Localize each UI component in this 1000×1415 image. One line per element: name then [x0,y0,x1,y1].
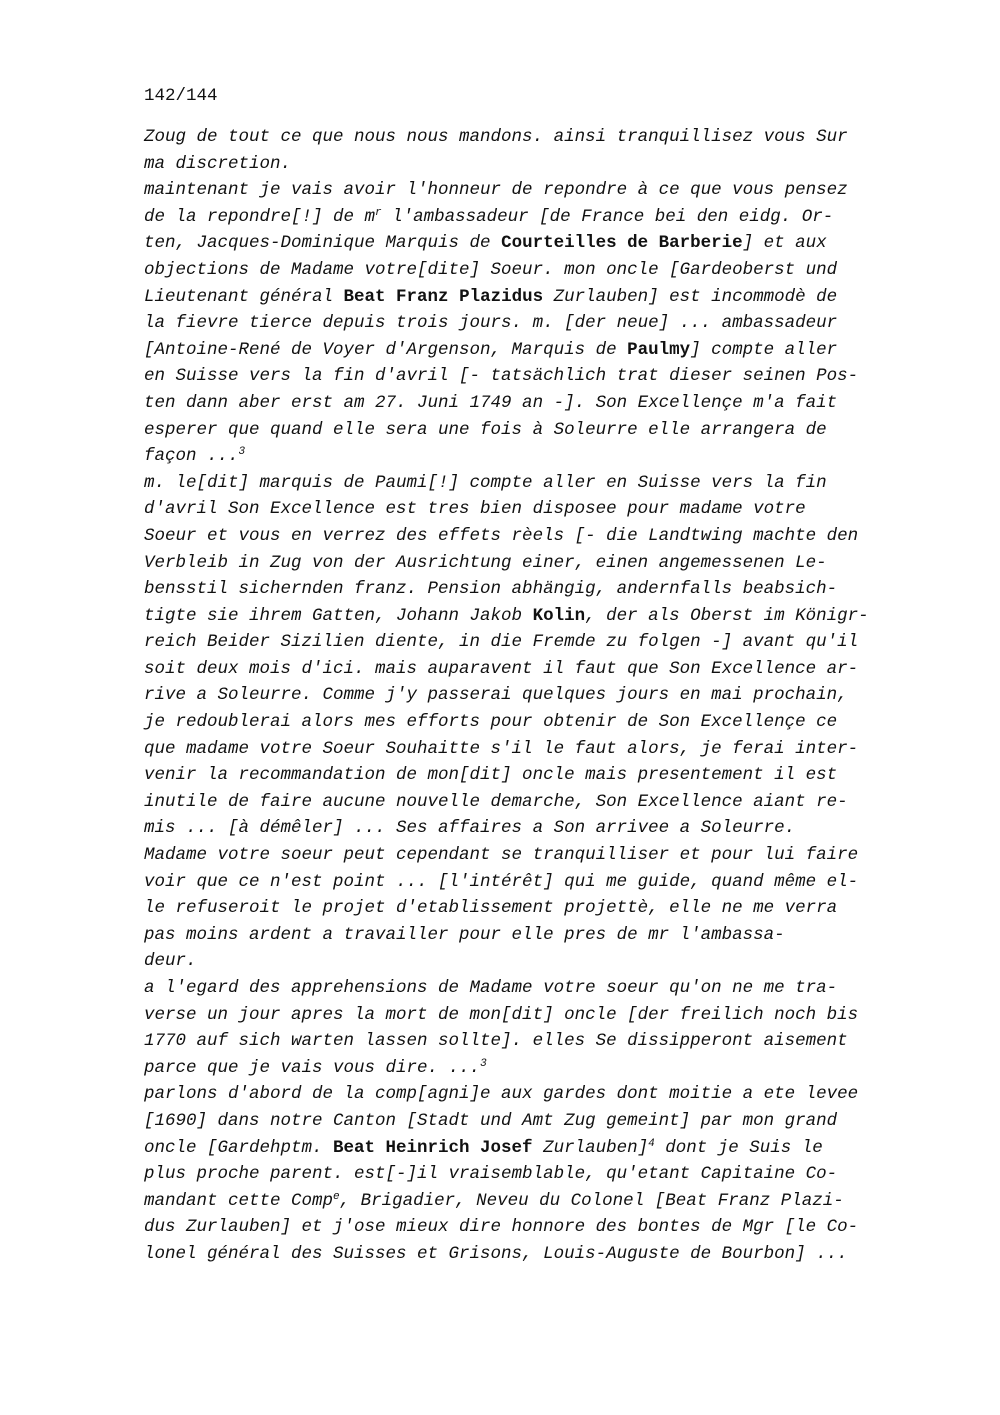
text-segment: deur. [144,951,197,972]
text-segment: esperer que quand elle sera une fois à Soleurre elle arrangera de [144,419,827,440]
text-segment: reich Beider Sizilien diente, in die Fremde zu folgen -] avant qu'il [144,632,859,653]
text-segment: plus proche parent. est[-]il vraisemblable, qu'etant Capitaine Co- [144,1164,838,1185]
text-segment: façon ... [144,446,239,467]
text-line [144,257,914,284]
superscript: 4 [648,1137,655,1150]
text-segment: l'ambassadeur [de France bei den eidg. Or- [381,206,834,227]
text-segment: la fievre tierce depuis trois jours. m. [der neue] ... ambassadeur [144,313,838,334]
text-line [144,922,914,949]
text-segment: tigte sie ihrem Gatten, Johann Jakob [144,605,533,626]
text-line [144,337,914,364]
text-segment: Soeur et vous en verrez des effets rèels [- die Landtwing machte den [144,525,859,546]
text-line [144,656,914,683]
text-segment: m. le[dit] marquis de Paumi[!] compte aller en Suisse vers la fin [144,472,827,493]
text-segment: voir que ce n'est point ... [l'intérêt] qui me guide, quand même el- [144,871,859,892]
text-segment: Zurlauben] est incommodè de [543,286,838,307]
bold-name: Courteilles de Barberie [501,233,743,254]
bold-name: Beat Franz Plazidus [343,286,544,307]
text-segment: , der als Oberst im Königr- [585,605,869,626]
text-segment: dus Zurlauben] et j'ose mieux dire honnore des bontes de Mgr [le Co- [144,1217,859,1238]
text-line [144,629,914,656]
text-segment: objections de Madame votre[dite] Soeur. mon oncle [Gardeoberst und [144,259,838,280]
superscript: e [333,1190,340,1203]
text-line [144,709,914,736]
text-line [144,815,914,842]
text-segment: [Antoine-René de Voyer d'Argenson, Marquis de [144,339,628,360]
text-segment: parlons d'abord de la comp[agni]e aux gardes dont moitie a ete levee [144,1084,859,1105]
text-line [144,1002,914,1029]
bold-name: Kolin [532,605,586,626]
text-segment: rive a Soleurre. Comme j'y passerai quelques jours en mai prochain, [144,685,848,706]
text-segment: dont je Suis le [654,1137,823,1158]
text-line [144,736,914,763]
text-line [144,1161,914,1188]
bold-name: Beat Heinrich Josef [333,1137,533,1158]
text-segment: a l'egard des apprehensions de Madame votre soeur qu'on ne me tra- [144,978,838,998]
text-line [144,204,914,231]
text-segment: Zurlauben] [532,1137,649,1158]
text-line [144,124,914,151]
text-line [144,390,914,417]
text-line [144,603,914,630]
text-line [144,1241,914,1268]
text-segment: de la repondre[!] de m [144,206,376,227]
text-line [144,230,914,257]
text-line [144,1081,914,1108]
text-segment: mandant cette Comp [144,1190,334,1211]
text-line [144,1135,914,1162]
text-line [144,762,914,789]
text-line [144,842,914,869]
document-body [144,124,914,1268]
text-line [144,975,914,1002]
text-line [144,576,914,603]
text-line [144,496,914,523]
text-segment: bensstil sichernden franz. Pension abhängig, andernfalls beabsich- [144,579,838,600]
text-line [144,550,914,577]
text-segment: le refuseroit le projet d'etablissement projettè, elle ne me verra [144,898,838,919]
text-segment: verse un jour apres la mort de mon[dit] oncle [der freilich noch bis [144,1004,859,1025]
text-segment: Lieutenant général [144,286,344,307]
text-segment: lonel général des Suisses et Grisons, Louis-Auguste de Bourbon] ... [144,1243,848,1264]
text-line [144,417,914,444]
superscript: 3 [238,446,246,459]
text-segment: soit deux mois d'ici. mais auparavent il faut que Son Excellence ar- [144,658,859,679]
text-line [144,948,914,975]
text-line [144,310,914,337]
text-segment: Madame votre soeur peut cependant se tranquilliser et pour lui faire [144,845,859,866]
text-segment: ] compte aller [690,339,838,360]
superscript: 3 [480,1057,487,1070]
text-segment: ten dann aber erst am 27. Juni 1749 an -]. Son Excellençe m'a fait [144,392,838,413]
text-line [144,523,914,550]
text-segment: maintenant je vais avoir l'honneur de repondre à ce que vous pensez [144,180,848,201]
text-line [144,177,914,204]
text-segment: ten, Jacques-Dominique Marquis de [144,233,502,254]
text-line [144,1108,914,1135]
text-segment: Zoug de tout ce que nous nous mandons. ainsi tranquillisez vous Sur [144,127,848,147]
text-segment: inutile de faire aucune nouvelle demarche, Son Excellence aiant re- [144,791,848,812]
text-segment: , Brigadier, Neveu du Colonel [Beat Franz Plazi- [339,1190,844,1211]
bold-name: Paulmy [627,339,691,360]
text-segment: oncle [Gardehptm. [144,1137,334,1158]
text-segment: je redoublerai alors mes efforts pour obtenir de Son Excellençe ce [144,712,838,733]
text-segment: parce que je vais vous dire. ... [144,1057,481,1078]
text-segment: pas moins ardent a travailler pour elle pres de mr l'ambassa- [144,924,785,945]
text-line [144,1214,914,1241]
text-line [144,151,914,178]
page-number: 142/144 [144,86,218,106]
text-line [144,470,914,497]
text-segment: que madame votre Soeur Souhaitte s'il le faut alors, je ferai inter- [144,738,859,759]
text-line [144,1188,914,1215]
text-segment: venir la recommandation de mon[dit] oncle mais presentement il est [144,765,838,786]
text-line [144,1028,914,1055]
text-segment: en Suisse vers la fin d'avril [- tatsächlich trat dieser seinen Pos- [144,366,859,387]
text-line [144,682,914,709]
text-segment: 1770 auf sich warten lassen sollte]. elles Se dissipperont aisement [144,1031,848,1052]
text-line [144,789,914,816]
text-line [144,363,914,390]
text-line [144,284,914,311]
text-segment: ma discretion. [144,153,292,174]
text-line [144,443,914,470]
text-segment: Verbleib in Zug von der Ausrichtung einer, einen angemessenen Le- [144,552,827,573]
text-line [144,869,914,896]
text-segment: d'avril Son Excellence est tres bien disposee pour madame votre [144,499,806,520]
text-segment: [1690] dans notre Canton [Stadt und Amt Zug gemeint] par mon grand [144,1110,838,1131]
superscript: r [375,206,382,219]
text-segment: ] et aux [742,233,827,254]
text-segment: mis ... [à démêler] ... Ses affaires a Son arrivee a Soleurre. [144,818,796,839]
text-line [144,1055,914,1082]
text-line [144,895,914,922]
